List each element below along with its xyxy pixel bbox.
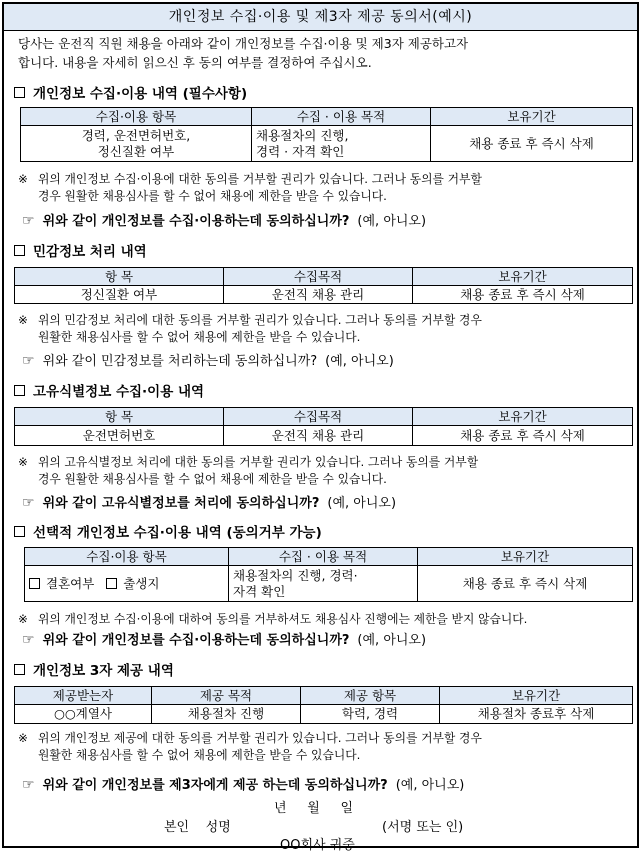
section-5-heading: 개인정보 3자 제공 내역 <box>4 658 637 680</box>
section-5-table: 제공받는자 제공 목적 제공 항목 보유기간 ○○계열사 채용절차 진행 학력, 경력 채용절차 종료후 삭제 <box>14 686 633 724</box>
consent-choice[interactable]: (예, 아니오) <box>357 214 427 229</box>
section-2-question: ☞ 위와 같이 민감정보를 처리하는데 동의하십니까? (예, 아니오) <box>22 353 394 369</box>
section-1-note: ※ 위의 개인정보 수집·이용에 대한 동의를 거부할 권리가 있습니다. 그러나 동의를 거부할 경우 원활한 채용심사를 할 수 없어 채용에 제한을 받을 수 있습니다. <box>18 172 482 203</box>
pointing-hand-icon: ☞ <box>22 777 35 793</box>
table-cell: 채용 종료 후 즉시 삭제 <box>413 426 633 446</box>
table-cell: 운전직 채용 관리 <box>224 426 413 446</box>
table-cell: 채용절차 진행 <box>152 705 301 724</box>
pointing-hand-icon: ☞ <box>22 495 35 511</box>
section-3-heading: 고유식별정보 수집·이용 내역 <box>4 379 637 401</box>
pointing-hand-icon: ☞ <box>22 213 35 229</box>
checkbox-icon <box>14 87 25 98</box>
consent-choice[interactable]: (예, 아니오) <box>357 633 427 648</box>
checkbox-icon <box>14 385 25 396</box>
intro-text: 당사는 운전직 직원 채용을 아래와 같이 개인정보를 수집·이용 및 제3자 제공하고자 합니다. 내용을 자세히 읽으신 후 동의 여부를 결정하여 주십시오. <box>18 36 469 70</box>
pointing-hand-icon: ☞ <box>22 353 35 369</box>
form-title: 개인정보 수집·이용 및 제3자 제공 동의서(예시) <box>4 4 637 31</box>
section-3-table: 항 목 수집목적 보유기간 운전면허번호 운전직 채용 관리 채용 종료 후 즉시 삭제 <box>14 407 633 446</box>
recipient-label: OO회사 귀중 <box>280 838 355 853</box>
signature-date[interactable]: 년 월 일 <box>274 801 353 816</box>
table-cell: 운전면허번호 <box>15 426 224 446</box>
consent-choice[interactable]: (예, 아니오) <box>325 354 394 369</box>
checkbox-icon <box>14 526 25 537</box>
table-cell: 채용절차 종료후 삭제 <box>440 705 633 724</box>
section-3-question: ☞ 위와 같이 고유식별정보를 처리에 동의하십니까? (예, 아니오) <box>22 495 397 511</box>
section-2-note: ※ 위의 민감정보 처리에 대한 동의를 거부할 권리가 있습니다. 그러나 동의를 거부할 경우 원활한 채용심사를 할 수 없어 채용에 제한을 받을 수 있습니다. <box>18 313 482 344</box>
section-1-table: 수집·이용 항목 수집 · 이용 목적 보유기간 경력, 운전면허번호, 정신질환 여부 채용절차의 진행, 경력 · 자격 확인 채용 종료 후 즉시 삭제 <box>20 107 633 162</box>
consent-choice[interactable]: (예, 아니오) <box>395 778 465 793</box>
section-1-question: ☞ 위와 같이 개인정보를 수집·이용하는데 동의하십니까? (예, 아니오) <box>22 213 427 229</box>
section-3-note: ※ 위의 고유식별정보 처리에 대한 동의를 거부할 권리가 있습니다. 그러나 동의를 거부할 경우 원활한 채용심사를 할 수 없어 채용에 제한을 받을 수 있습니다. <box>18 455 479 486</box>
section-4-heading: 선택적 개인정보 수집·이용 내역 (동의거부 가능) <box>4 520 637 542</box>
checkbox-icon <box>14 664 25 675</box>
table-cell: 채용절차의 진행, 경력· 자격 확인 <box>229 566 418 602</box>
table-cell: ○○계열사 <box>15 705 152 724</box>
table-cell: 채용절차의 진행, 경력 · 자격 확인 <box>252 126 431 162</box>
table-cell: 정신질환 여부 <box>15 286 224 304</box>
table-cell: 채용 종료 후 즉시 삭제 <box>431 126 633 162</box>
section-4-question: ☞ 위와 같이 개인정보를 수집·이용하는데 동의하십니까? (예, 아니오) <box>22 632 427 648</box>
consent-form <box>2 2 639 853</box>
checkbox-icon <box>14 245 25 256</box>
section-5-question: ☞ 위와 같이 개인정보를 제3자에게 제공 하는데 동의하십니까? (예, 아니오) <box>22 777 465 793</box>
section-1-heading: 개인정보 수집·이용 내역 (필수사항) <box>4 81 637 103</box>
marriage-checkbox[interactable] <box>29 578 40 589</box>
birthplace-checkbox[interactable] <box>106 578 117 589</box>
section-4-note: ※ 위의 개인정보 수집·이용에 대하여 동의를 거부하셔도 채용심사 진행에는 제한을 받지 않습니다. <box>18 612 528 626</box>
consent-choice[interactable]: (예, 아니오) <box>327 496 397 511</box>
section-5-note: ※ 위의 개인정보 제공에 대한 동의를 거부할 권리가 있습니다. 그러나 동의를 거부할 경우 원활한 채용심사를 할 수 없어 채용에 제한을 받을 수 있습니다. <box>18 731 482 762</box>
section-4-table: 수집·이용 항목 수집 · 이용 목적 보유기간 결혼여부 출생지 채용절차의 진행, 경력· 자격 확인 채용 종료 후 즉시 삭제 <box>24 547 633 602</box>
section-2-heading: 민감정보 처리 내역 <box>4 239 637 261</box>
signature-hint: (서명 또는 인) <box>382 820 464 835</box>
table-cell: 운전직 채용 관리 <box>224 286 413 304</box>
pointing-hand-icon: ☞ <box>22 632 35 648</box>
table-cell: 결혼여부 출생지 <box>25 566 229 602</box>
table-cell: 학력, 경력 <box>301 705 440 724</box>
signature-name-label: 본인 성명 <box>164 820 231 835</box>
table-cell: 채용 종료 후 즉시 삭제 <box>418 566 633 602</box>
section-2-table: 항 목 수집목적 보유기간 정신질환 여부 운전직 채용 관리 채용 종료 후 즉시 삭제 <box>14 267 633 304</box>
table-cell: 경력, 운전면허번호, 정신질환 여부 <box>21 126 252 162</box>
table-cell: 채용 종료 후 즉시 삭제 <box>413 286 633 304</box>
